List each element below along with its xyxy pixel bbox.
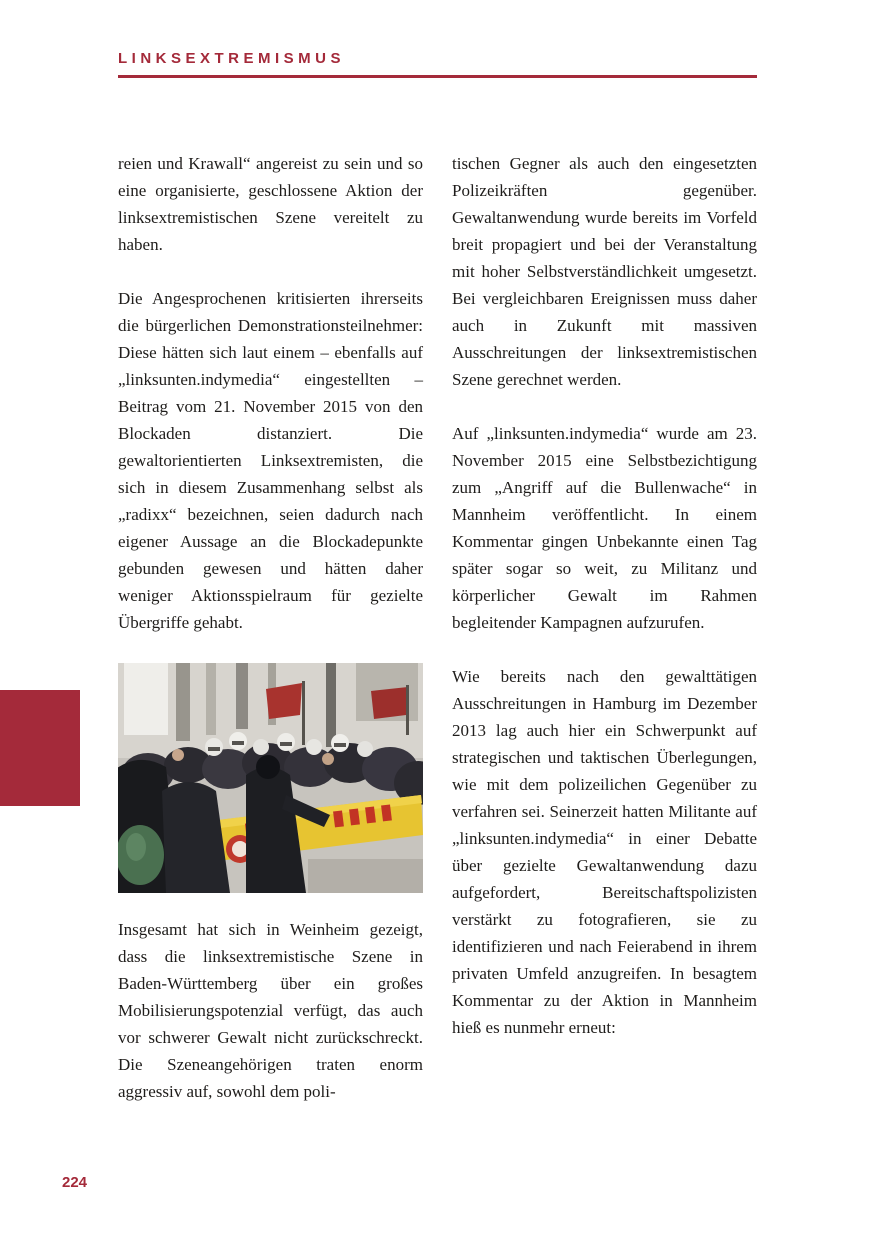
left-column — [118, 150, 423, 1132]
paragraph: Auf „linksunten.indymedia“ wurde am 23. November 2015 eine Selbstbezichtigung zum „Angriff auf die Bullenwache“ in Mannheim veröffentlicht. In einem Kommentar gingen Unbekannte einen Tag später sogar so weit, zu Militanz und körperlicher Gewalt im Rahmen begleitender Kampagnen aufzurufen. — [452, 424, 757, 632]
protest-photo-illustration — [118, 663, 423, 893]
chapter-edge-tab — [0, 690, 80, 806]
chapter-title: LINKSEXTREMISMUS — [118, 50, 346, 67]
paragraph: tischen Gegner als auch den eingesetzten Polizeikräften gegenüber. Gewaltanwendung wurde bereits im Vorfeld breit propagiert und bei der Veranstaltung mit hoher Selbstverständlichkeit umgesetzt. Bei vergleichbaren Ereignissen muss daher auch in Zukunft mit massiven Ausschreitungen der linksextremistischen Szene gerechnet werden. — [452, 154, 757, 389]
page-header — [118, 50, 757, 78]
paragraph: Wie bereits nach den gewalttätigen Ausschreitungen in Hamburg im Dezember 2013 lag auch hier ein Schwerpunkt auf strategischen und taktischen Überlegungen, wie mit dem polizeilichen Gegenüber zu verfahren sei. Seinerzeit hatten Militante auf „linksunten.indymedia“ in einer Debatte über gezielte Gewaltanwendung dazu aufgefordert, Bereitschaftspolizisten verstärkt zu fotografieren, sie zu identifizieren und nach Feierabend in ihrem privaten Umfeld anzugreifen. In besagtem Kommentar zu der Aktion in Mannheim hieß es nunmehr erneut: — [452, 667, 757, 1037]
paragraph: Insgesamt hat sich in Weinheim gezeigt, dass die linksextremistische Szene in Baden-Württemberg über ein großes Mobilisierungspotenzial verfügt, das auch vor schwerer Gewalt nicht zurückschreckt. Die Szeneangehörigen traten enorm aggressiv auf, sowohl dem poli- — [118, 920, 423, 1101]
paragraph: reien und Krawall“ angereist zu sein und so eine organisierte, geschlossene Aktion der linksextremistischen Szene vereitelt zu haben. — [118, 154, 423, 254]
protest-photo — [118, 663, 423, 893]
right-column — [452, 150, 757, 1132]
page-number: 224 — [62, 1174, 88, 1191]
paragraph: Die Angesprochenen kritisierten ihrerseits die bürgerlichen Demonstrationsteilnehmer: Diese hätten sich laut einem – ebenfalls auf „linksunten.indymedia“ eingestellten – Beitrag vom 21. November 2015 von den Blockaden distanziert. Die gewaltorientierten Linksextremisten, die sich in diesem Zusammenhang selbst als „radixx“ bezeichnen, seien dadurch nach eigener Aussage an die Blockadepunkte gebunden gewesen und hätten daher weniger Aktionsspielraum für gezielte Übergriffe gehabt. — [118, 289, 423, 632]
header-rule — [118, 75, 757, 78]
two-column-text — [118, 150, 757, 1132]
